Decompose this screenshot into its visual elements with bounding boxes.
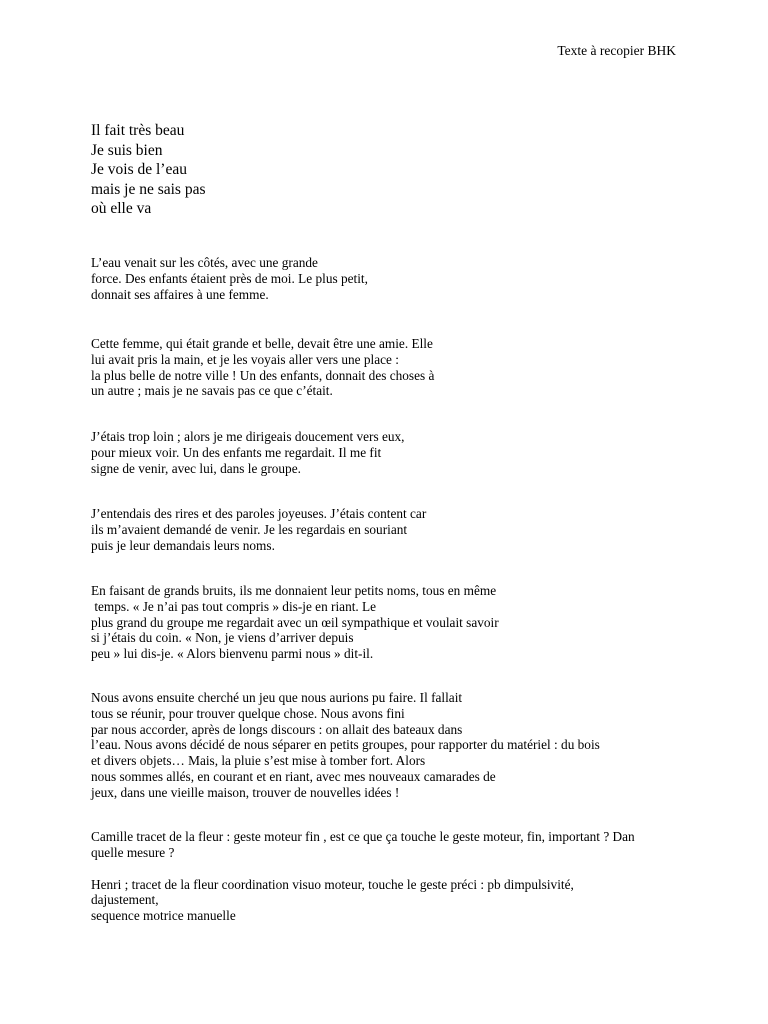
paragraph-line: L’eau venait sur les côtés, avec une grande — [91, 255, 318, 270]
note-line: Camille tracet de la fleur : geste moteur fin , est ce que ça touche le geste moteur, fin, important ? Dan — [91, 829, 635, 844]
paragraph-line: signe de venir, avec lui, dans le groupe. — [91, 460, 301, 476]
poem-line: mais je ne sais pas — [91, 180, 206, 198]
paragraph-line: donnait ses affaires à une femme. — [91, 286, 269, 302]
poem-line: Je suis bien — [91, 141, 163, 159]
paragraph-line: plus grand du groupe me regardait avec un œil sympathique et voulait savoir — [91, 614, 499, 630]
note-henri — [91, 877, 635, 924]
paragraph-line: Nous avons ensuite cherché un jeu que nous aurions pu faire. Il fallait — [91, 690, 463, 705]
note-line: Henri ; tracet de la fleur coordination visuo moteur, touche le geste préci : pb dimpulsivité, — [91, 876, 574, 892]
paragraph-line: un autre ; mais je ne savais pas ce que c’était. — [91, 383, 333, 399]
paragraph-line: En faisant de grands bruits, ils me donnaient leur petits noms, tous en même — [91, 583, 497, 598]
paragraph-line: puis je leur demandais leurs noms. — [91, 537, 275, 553]
paragraph-4 — [91, 506, 426, 553]
note-line: sequence motrice manuelle — [91, 908, 236, 924]
poem-line: où elle va — [91, 200, 152, 218]
teacher-notes — [91, 829, 635, 924]
note-spacer — [91, 861, 635, 877]
paragraph-line: Cette femme, qui était grande et belle, devait être une amie. Elle — [91, 336, 433, 351]
paragraph-line: pour mieux voir. Un des enfants me regardait. Il me fit — [91, 444, 382, 460]
paragraph-line: tous se réunir, pour trouver quelque chose. Nous avons fini — [91, 705, 405, 721]
note-camille — [91, 829, 635, 861]
poem — [91, 121, 206, 219]
paragraph-line: jeux, dans une vieille maison, trouver de nouvelles idées ! — [91, 784, 400, 800]
note-line: dajustement, — [91, 892, 159, 908]
paragraph-line: nous sommes allés, en courant et en riant, avec mes nouveaux camarades de — [91, 768, 496, 784]
paragraph-line: et divers objets… Mais, la pluie s’est mise à tomber fort. Alors — [91, 753, 426, 769]
paragraph-line: force. Des enfants étaient près de moi. Le plus petit, — [91, 270, 368, 286]
paragraph-line: temps. « Je n’ai pas tout compris » dis-je en riant. Le — [91, 598, 377, 614]
paragraph-1 — [91, 255, 368, 302]
paragraph-line: la plus belle de notre ville ! Un des enfants, donnait des choses à — [91, 367, 435, 383]
document-header: Texte à recopier BHK — [557, 43, 676, 58]
paragraph-line: peu » lui dis-je. « Alors bienvenu parmi nous » dit-il. — [91, 646, 374, 662]
paragraph-line: lui avait pris la main, et je les voyais aller vers une place : — [91, 351, 399, 367]
paragraph-line: si j’étais du coin. « Non, je viens d’arriver depuis — [91, 630, 354, 646]
paragraph-line: l’eau. Nous avons décidé de nous séparer en petits groupes, pour rapporter du matériel : du bois — [91, 737, 600, 753]
paragraph-line: ils m’avaient demandé de venir. Je les regardais en souriant — [91, 521, 408, 537]
paragraph-2 — [91, 336, 434, 399]
paragraph-line: J’étais trop loin ; alors je me dirigeais doucement vers eux, — [91, 429, 405, 444]
paragraph-line: par nous accorder, après de longs discours : on allait des bateaux dans — [91, 721, 463, 737]
note-line: quelle mesure ? — [91, 844, 175, 860]
paragraph-5 — [91, 583, 499, 662]
poem-line: Je vois de l’eau — [91, 161, 187, 179]
paragraph-6 — [91, 690, 600, 801]
poem-line: Il fait très beau — [91, 122, 185, 139]
paragraph-line: J’entendais des rires et des paroles joyeuses. J’étais content car — [91, 506, 427, 521]
paragraph-3 — [91, 429, 405, 476]
